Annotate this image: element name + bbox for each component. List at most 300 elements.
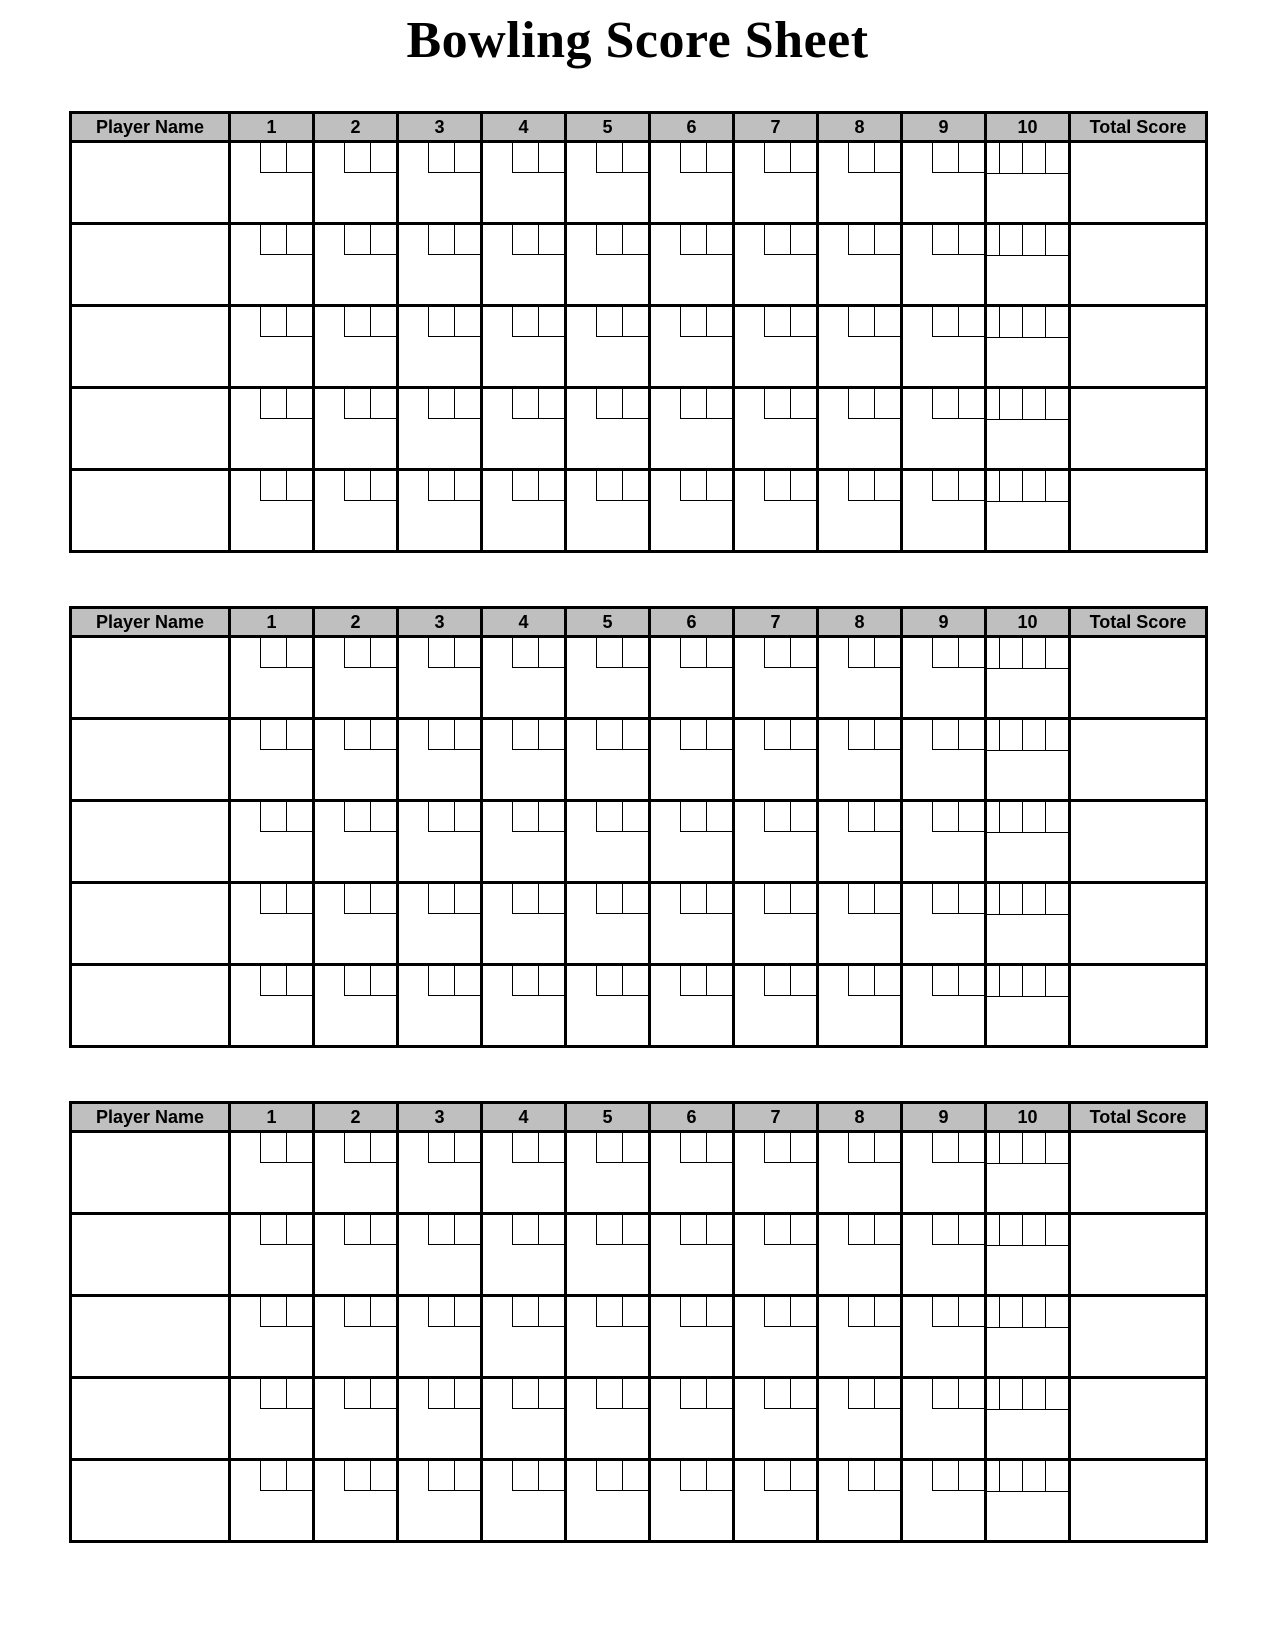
throw-box [1045, 720, 1068, 750]
frame-score-cell [566, 388, 650, 470]
total-score-cell [1070, 801, 1207, 883]
frame-throw-boxes [819, 884, 900, 914]
frame-score-cell [482, 142, 566, 224]
throw-box [790, 225, 816, 255]
frame-column-header: 8 [818, 608, 902, 637]
throw-box [260, 143, 286, 173]
frame-score-cell [902, 637, 986, 719]
throw-box [680, 720, 706, 750]
throw-box [999, 307, 1022, 337]
frame-throw-boxes [651, 389, 732, 419]
tenth-frame-throw-boxes [987, 1133, 1068, 1164]
score-table [69, 111, 1208, 553]
frame-throw-boxes [483, 389, 564, 419]
frame-score-cell [482, 1378, 566, 1460]
frame-throw-boxes [903, 1215, 984, 1245]
throw-box [848, 802, 874, 832]
frame-throw-boxes [231, 966, 312, 996]
frame-throw-boxes [315, 471, 396, 501]
frame-throw-boxes [315, 638, 396, 668]
frame-throw-boxes [483, 225, 564, 255]
frame-column-header: 6 [650, 1103, 734, 1132]
total-score-cell [1070, 470, 1207, 552]
player-name-cell [71, 1460, 230, 1542]
throw-box [764, 1461, 790, 1491]
throw-box [680, 1461, 706, 1491]
frame-throw-boxes [315, 720, 396, 750]
total-score-column-header: Total Score [1070, 113, 1207, 142]
frame-score-cell [482, 470, 566, 552]
throw-box [260, 884, 286, 914]
throw-box [286, 1133, 312, 1163]
header-row [71, 608, 1207, 637]
frame-throw-boxes [483, 1133, 564, 1163]
frame-score-cell [566, 719, 650, 801]
player-row [71, 388, 1207, 470]
throw-box [1045, 307, 1068, 337]
throw-box [370, 802, 396, 832]
frame-score-cell [818, 470, 902, 552]
frame-score-cell [818, 1378, 902, 1460]
frame-column-header: 1 [230, 113, 314, 142]
throw-box [622, 143, 648, 173]
throw-box [538, 1297, 564, 1327]
frame-throw-boxes [651, 225, 732, 255]
throw-box [344, 1215, 370, 1245]
throw-box [958, 638, 984, 668]
frame-throw-boxes [231, 1461, 312, 1491]
frame-score-cell [230, 306, 314, 388]
throw-box [428, 966, 454, 996]
frame-column-header: 2 [314, 608, 398, 637]
frame-score-cell [986, 637, 1070, 719]
throw-box [790, 143, 816, 173]
throw-box [790, 1379, 816, 1409]
frame-score-cell [650, 306, 734, 388]
frame-score-cell [482, 801, 566, 883]
frame-throw-boxes [399, 884, 480, 914]
throw-box [454, 884, 480, 914]
frame-score-cell [986, 470, 1070, 552]
player-name-column-header: Player Name [71, 608, 230, 637]
throw-box [874, 802, 900, 832]
frame-score-cell [734, 637, 818, 719]
throw-box [344, 225, 370, 255]
frame-throw-boxes [315, 225, 396, 255]
throw-box [454, 1379, 480, 1409]
frame-throw-boxes [315, 884, 396, 914]
throw-box [1022, 471, 1045, 501]
total-score-cell [1070, 1378, 1207, 1460]
tenth-frame-throw-boxes [987, 143, 1068, 174]
frame-score-cell [650, 801, 734, 883]
throw-box [512, 143, 538, 173]
frame-score-cell [818, 965, 902, 1047]
throw-box [790, 389, 816, 419]
throw-box [512, 884, 538, 914]
frame-score-cell [818, 1296, 902, 1378]
throw-box [596, 802, 622, 832]
tenth-frame-throw-boxes [987, 307, 1068, 338]
throw-box [260, 966, 286, 996]
frame-throw-boxes [735, 1297, 816, 1327]
throw-box [999, 720, 1022, 750]
throw-box [622, 720, 648, 750]
throw-box [286, 966, 312, 996]
frame-throw-boxes [399, 1379, 480, 1409]
throw-box [344, 1379, 370, 1409]
player-name-column-header: Player Name [71, 113, 230, 142]
throw-box [1022, 307, 1045, 337]
throw-box [428, 1379, 454, 1409]
throw-box [1045, 389, 1068, 419]
frame-score-cell [902, 224, 986, 306]
throw-box [370, 1297, 396, 1327]
frame-score-cell [902, 801, 986, 883]
frame-score-cell [566, 470, 650, 552]
player-name-cell [71, 1132, 230, 1214]
throw-box [764, 1215, 790, 1245]
throw-box [848, 884, 874, 914]
frame-throw-boxes [399, 1133, 480, 1163]
throw-box [680, 225, 706, 255]
frame-throw-boxes [315, 1133, 396, 1163]
frame-score-cell [734, 1214, 818, 1296]
player-name-cell [71, 1214, 230, 1296]
frame-score-cell [734, 470, 818, 552]
tenth-frame-throw-boxes [987, 884, 1068, 915]
frame-score-cell [650, 142, 734, 224]
frame-score-cell [398, 388, 482, 470]
frame-throw-boxes [819, 1133, 900, 1163]
frame-score-cell [566, 801, 650, 883]
throw-box [344, 143, 370, 173]
throw-box [958, 802, 984, 832]
frame-throw-boxes [651, 966, 732, 996]
tenth-frame-throw-boxes [987, 471, 1068, 502]
frame-throw-boxes [567, 225, 648, 255]
throw-box [932, 389, 958, 419]
frame-score-cell [314, 306, 398, 388]
throw-box [1045, 966, 1068, 996]
frame-score-cell [818, 388, 902, 470]
frame-column-header: 9 [902, 113, 986, 142]
throw-box [848, 1379, 874, 1409]
frame-column-header: 1 [230, 608, 314, 637]
tenth-frame-throw-boxes [987, 1461, 1068, 1492]
throw-box [428, 471, 454, 501]
frame-column-header: 7 [734, 113, 818, 142]
frame-throw-boxes [483, 143, 564, 173]
throw-box [932, 471, 958, 501]
throw-box [999, 143, 1022, 173]
throw-box [706, 307, 732, 337]
throw-box [596, 471, 622, 501]
frame-score-cell [482, 388, 566, 470]
throw-box [596, 225, 622, 255]
frame-score-cell [230, 1132, 314, 1214]
throw-box [370, 471, 396, 501]
frame-throw-boxes [735, 389, 816, 419]
throw-box [344, 1297, 370, 1327]
frame-throw-boxes [315, 1461, 396, 1491]
throw-box [999, 1461, 1022, 1491]
frame-score-cell [902, 142, 986, 224]
total-score-cell [1070, 1296, 1207, 1378]
frame-score-cell [482, 1460, 566, 1542]
frame-score-cell [818, 142, 902, 224]
throw-box [680, 1133, 706, 1163]
frame-score-cell [566, 1214, 650, 1296]
frame-throw-boxes [651, 143, 732, 173]
frame-throw-boxes [315, 1297, 396, 1327]
frame-score-cell [734, 1378, 818, 1460]
frame-throw-boxes [735, 225, 816, 255]
tenth-frame-throw-boxes [987, 225, 1068, 256]
frame-column-header: 5 [566, 608, 650, 637]
player-name-cell [71, 388, 230, 470]
throw-box [622, 1461, 648, 1491]
frame-throw-boxes [231, 471, 312, 501]
throw-box [596, 307, 622, 337]
frame-score-cell [650, 637, 734, 719]
throw-box [512, 1379, 538, 1409]
throw-box [538, 966, 564, 996]
frame-score-cell [398, 1214, 482, 1296]
throw-box [344, 802, 370, 832]
frame-score-cell [986, 1296, 1070, 1378]
frame-throw-boxes [315, 966, 396, 996]
throw-box [790, 884, 816, 914]
frame-score-cell [230, 1378, 314, 1460]
throw-box [874, 1461, 900, 1491]
frame-score-cell [986, 142, 1070, 224]
player-row [71, 1214, 1207, 1296]
throw-box [848, 1133, 874, 1163]
frame-throw-boxes [735, 802, 816, 832]
frame-column-header: 3 [398, 608, 482, 637]
throw-box [1022, 802, 1045, 832]
frame-throw-boxes [819, 1379, 900, 1409]
total-score-cell [1070, 306, 1207, 388]
frame-throw-boxes [651, 1297, 732, 1327]
throw-box [680, 1215, 706, 1245]
throw-box [596, 720, 622, 750]
throw-box [454, 966, 480, 996]
throw-box [370, 1215, 396, 1245]
frame-score-cell [398, 801, 482, 883]
throw-box [286, 1461, 312, 1491]
throw-box [958, 720, 984, 750]
frame-throw-boxes [483, 884, 564, 914]
frame-throw-boxes [735, 884, 816, 914]
frame-throw-boxes [483, 1297, 564, 1327]
throw-box [622, 1297, 648, 1327]
frame-throw-boxes [819, 471, 900, 501]
frame-throw-boxes [903, 471, 984, 501]
throw-box [454, 1461, 480, 1491]
throw-box [680, 884, 706, 914]
throw-box [706, 638, 732, 668]
throw-box [848, 1461, 874, 1491]
throw-box [370, 1461, 396, 1491]
throw-box [848, 1215, 874, 1245]
total-score-cell [1070, 965, 1207, 1047]
throw-box [958, 1297, 984, 1327]
throw-box [428, 884, 454, 914]
frame-score-cell [566, 1460, 650, 1542]
frame-throw-boxes [735, 143, 816, 173]
frame-throw-boxes [567, 471, 648, 501]
frame-score-cell [986, 1378, 1070, 1460]
player-name-cell [71, 1296, 230, 1378]
frame-score-cell [314, 1296, 398, 1378]
throw-box [538, 1215, 564, 1245]
frame-column-header: 2 [314, 113, 398, 142]
player-name-cell [71, 965, 230, 1047]
throw-box [848, 389, 874, 419]
throw-box [622, 966, 648, 996]
throw-box [622, 1133, 648, 1163]
throw-box [370, 1379, 396, 1409]
frame-throw-boxes [231, 884, 312, 914]
throw-box [932, 1379, 958, 1409]
throw-box [874, 389, 900, 419]
frame-throw-boxes [735, 307, 816, 337]
frame-column-header: 10 [986, 1103, 1070, 1132]
frame-score-cell [734, 388, 818, 470]
frame-throw-boxes [483, 307, 564, 337]
total-score-cell [1070, 388, 1207, 470]
throw-box [344, 471, 370, 501]
frame-throw-boxes [735, 1461, 816, 1491]
throw-box [512, 1297, 538, 1327]
throw-box [454, 638, 480, 668]
tenth-frame-throw-boxes [987, 802, 1068, 833]
frame-throw-boxes [819, 966, 900, 996]
frame-score-cell [482, 1132, 566, 1214]
throw-box [706, 966, 732, 996]
total-score-column-header: Total Score [1070, 608, 1207, 637]
frame-score-cell [902, 1214, 986, 1296]
page-title: Bowling Score Sheet [406, 12, 869, 69]
frame-score-cell [734, 224, 818, 306]
throw-box [999, 802, 1022, 832]
frame-throw-boxes [567, 307, 648, 337]
throw-box [538, 471, 564, 501]
frame-score-cell [902, 1378, 986, 1460]
frame-score-cell [566, 224, 650, 306]
total-score-cell [1070, 883, 1207, 965]
frame-score-cell [566, 306, 650, 388]
throw-box [596, 1133, 622, 1163]
throw-box [260, 1215, 286, 1245]
frame-throw-boxes [903, 966, 984, 996]
throw-box [370, 1133, 396, 1163]
frame-throw-boxes [735, 966, 816, 996]
throw-box [428, 720, 454, 750]
throw-box [512, 1461, 538, 1491]
throw-box [512, 720, 538, 750]
frame-score-cell [650, 470, 734, 552]
throw-box [428, 1461, 454, 1491]
tenth-frame-throw-boxes [987, 720, 1068, 751]
tables-container [69, 111, 1208, 1543]
throw-box [344, 389, 370, 419]
frame-throw-boxes [483, 1379, 564, 1409]
frame-throw-boxes [651, 1215, 732, 1245]
frame-throw-boxes [651, 471, 732, 501]
throw-box [286, 1215, 312, 1245]
frame-column-header: 7 [734, 608, 818, 637]
throw-box [622, 884, 648, 914]
throw-box [706, 143, 732, 173]
frame-score-cell [314, 1132, 398, 1214]
frame-score-cell [818, 1214, 902, 1296]
throw-box [428, 307, 454, 337]
throw-box [999, 1297, 1022, 1327]
frame-throw-boxes [819, 720, 900, 750]
throw-box [848, 966, 874, 996]
frame-throw-boxes [651, 1133, 732, 1163]
throw-box [428, 225, 454, 255]
frame-score-cell [482, 883, 566, 965]
frame-score-cell [986, 1132, 1070, 1214]
throw-box [596, 1379, 622, 1409]
frame-throw-boxes [567, 720, 648, 750]
throw-box [512, 471, 538, 501]
throw-box [428, 143, 454, 173]
frame-column-header: 5 [566, 1103, 650, 1132]
throw-box [454, 143, 480, 173]
frame-column-header: 7 [734, 1103, 818, 1132]
frame-score-cell [566, 965, 650, 1047]
throw-box [958, 471, 984, 501]
throw-box [1045, 471, 1068, 501]
throw-box [622, 1379, 648, 1409]
frame-throw-boxes [567, 884, 648, 914]
throw-box [1022, 884, 1045, 914]
throw-box [932, 638, 958, 668]
throw-box [286, 389, 312, 419]
frame-score-cell [734, 965, 818, 1047]
frame-score-cell [818, 306, 902, 388]
throw-box [680, 966, 706, 996]
throw-box [596, 1297, 622, 1327]
frame-score-cell [230, 637, 314, 719]
frame-throw-boxes [483, 1461, 564, 1491]
frame-score-cell [650, 1296, 734, 1378]
frame-throw-boxes [399, 225, 480, 255]
frame-throw-boxes [567, 1297, 648, 1327]
frame-throw-boxes [399, 389, 480, 419]
player-row [71, 306, 1207, 388]
throw-box [1045, 225, 1068, 255]
frame-score-cell [986, 719, 1070, 801]
throw-box [596, 143, 622, 173]
frame-throw-boxes [819, 143, 900, 173]
throw-box [622, 389, 648, 419]
throw-box [932, 143, 958, 173]
frame-score-cell [818, 719, 902, 801]
throw-box [344, 966, 370, 996]
frame-score-cell [398, 1296, 482, 1378]
frame-throw-boxes [231, 1133, 312, 1163]
frame-score-cell [314, 1378, 398, 1460]
throw-box [706, 802, 732, 832]
throw-box [260, 638, 286, 668]
throw-box [370, 307, 396, 337]
